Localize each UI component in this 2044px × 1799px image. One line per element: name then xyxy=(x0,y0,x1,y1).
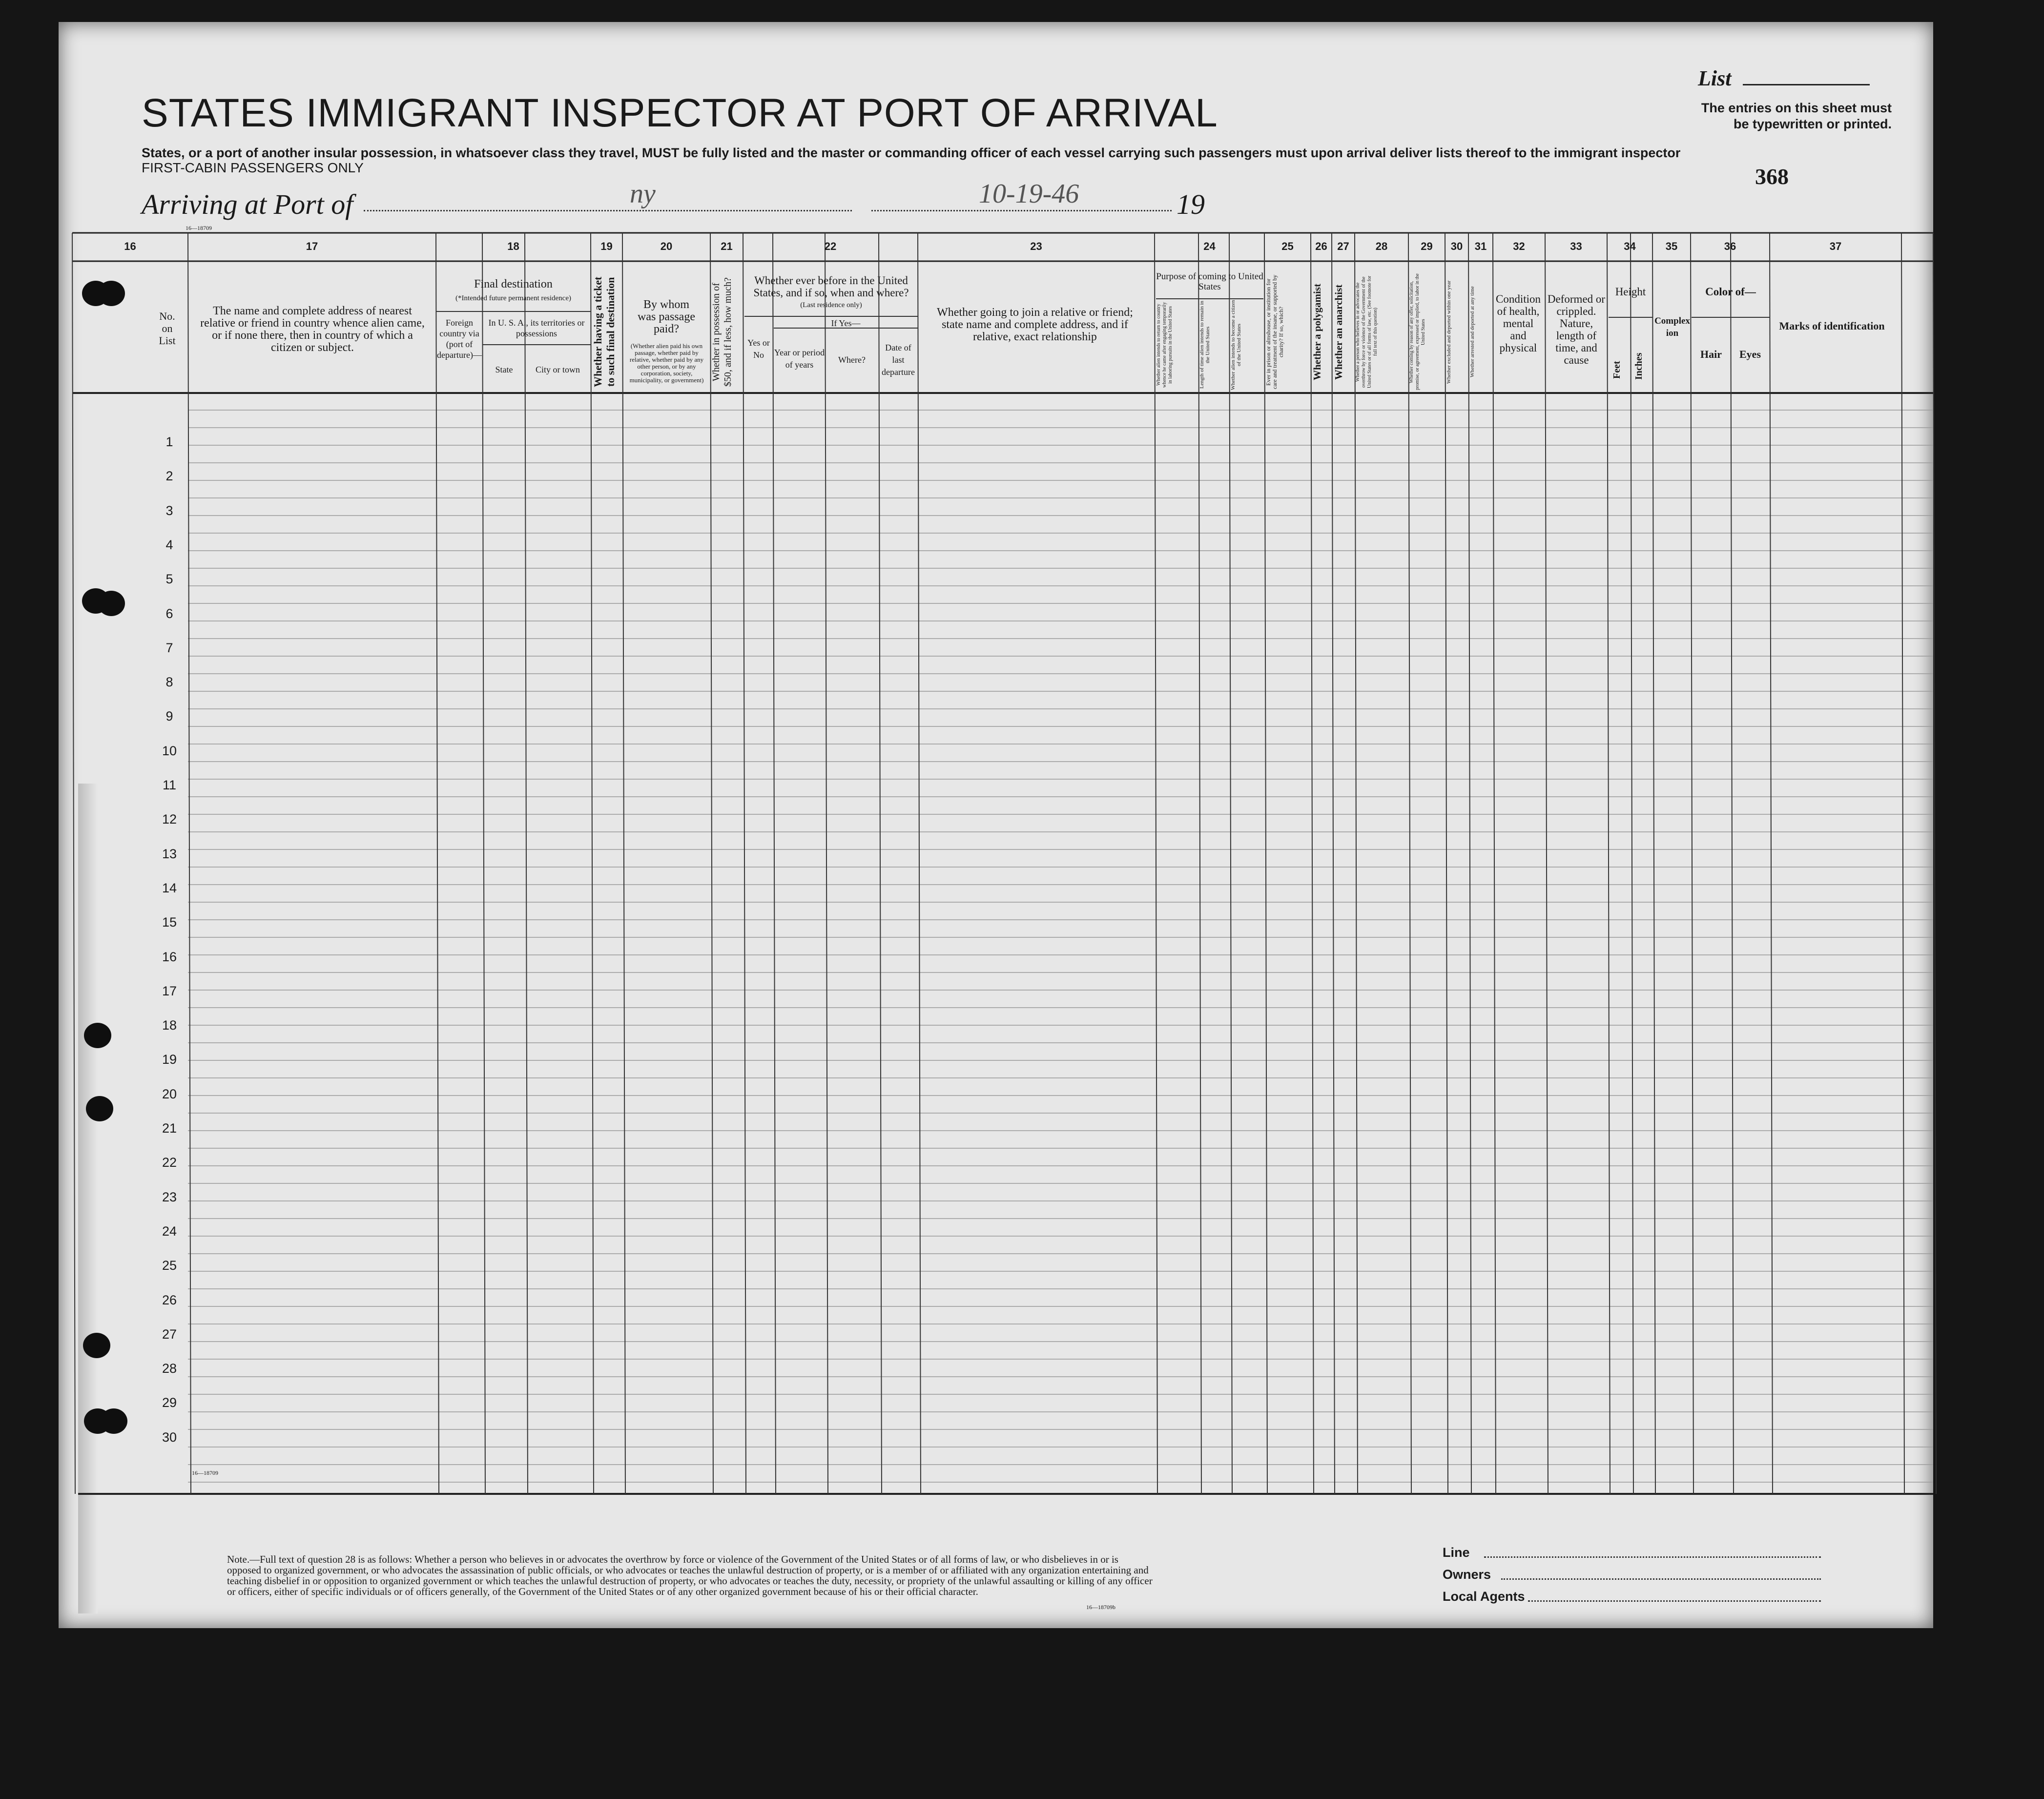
first-cabin-label: FIRST-CABIN PASSENGERS ONLY xyxy=(142,160,364,175)
col34-title: Height xyxy=(1615,286,1646,298)
form-code-bottom: 16—18709 xyxy=(192,1469,218,1476)
row-number: 6 xyxy=(165,606,173,621)
col22-year: Year or period of years xyxy=(774,348,825,370)
year-prefix: 19 xyxy=(1177,188,1205,220)
port-handwritten: ny xyxy=(630,179,656,209)
col24-a: Whether alien intends to return to country whence he came after engaging temporarily in laboring pursuits in the United States xyxy=(1156,302,1173,388)
date-handwritten: 10-19-46 xyxy=(979,179,1079,209)
col19-header: Whether having a ticket to such final destination xyxy=(592,276,617,388)
column-number: 27 xyxy=(1337,240,1349,252)
row-number: 15 xyxy=(162,915,177,930)
row-number: 8 xyxy=(165,675,173,690)
row-number: 7 xyxy=(165,640,173,655)
form-code-bottom-2: 16—18709b xyxy=(1086,1604,1115,1611)
column-number: 17 xyxy=(306,240,318,252)
row-number: 1 xyxy=(165,434,173,449)
col18-foreign: Foreign country via (port of departure)— xyxy=(437,318,482,360)
col17-header: The name and complete address of nearest relative or friend in country whence alien came, or if none there, then in country of which a citizen or subject. xyxy=(200,305,425,354)
col37-header: Marks of identification xyxy=(1779,320,1885,332)
row-number: 23 xyxy=(162,1189,177,1204)
col36-title: Color of— xyxy=(1705,286,1756,298)
column-number: 22 xyxy=(824,240,837,252)
col22-where: Where? xyxy=(838,355,866,365)
line-label: Line xyxy=(1443,1545,1470,1560)
col34-feet: Feet xyxy=(1611,361,1622,379)
column-number: 21 xyxy=(721,240,733,252)
row-number: 25 xyxy=(162,1258,177,1273)
col22-date: Date of last departure xyxy=(882,343,915,377)
col22-title: Whether ever before in the United States, and if so, when and where? xyxy=(753,274,909,299)
col22-yesno: Yes or No xyxy=(747,338,770,360)
col18-state: State xyxy=(495,365,513,374)
column-number: 36 xyxy=(1724,240,1736,252)
col21-header: Whether in possession of $50, and if less, how much? xyxy=(711,277,733,387)
row-number: 26 xyxy=(162,1292,177,1307)
owners-field[interactable] xyxy=(1501,1578,1821,1580)
row-number: 13 xyxy=(162,846,177,861)
column-number: 37 xyxy=(1829,240,1842,252)
list-label: List xyxy=(1698,66,1732,90)
column-number: 29 xyxy=(1421,240,1433,252)
col18-usa: In U. S. A., its territories or possessions xyxy=(488,318,585,338)
typewritten-note-2: be typewritten or printed. xyxy=(1733,117,1892,131)
col16-header: No. on List xyxy=(159,310,176,347)
page-title: STATES IMMIGRANT INSPECTOR AT PORT OF ARRIVAL xyxy=(142,91,1218,135)
row-number: 24 xyxy=(162,1223,177,1239)
column-number: 19 xyxy=(600,240,613,252)
row-number: 12 xyxy=(162,812,177,827)
column-number: 20 xyxy=(660,240,673,252)
column-number: 24 xyxy=(1203,240,1216,252)
col34-inches: Inches xyxy=(1633,352,1644,380)
form-code-top: 16—18709 xyxy=(186,225,212,231)
line-field[interactable] xyxy=(1484,1556,1821,1558)
row-number: 16 xyxy=(162,949,177,964)
col31-header: Whether arrested and deported at any time xyxy=(1469,286,1475,378)
column-number: 33 xyxy=(1570,240,1582,252)
col22-note: (Last residence only) xyxy=(800,301,862,309)
row-number: 2 xyxy=(165,469,173,484)
column-number: 34 xyxy=(1624,240,1636,252)
sheet-number: 368 xyxy=(1755,164,1789,189)
typewritten-note-1: The entries on this sheet must xyxy=(1701,101,1892,115)
row-number: 3 xyxy=(165,503,173,518)
column-number: 18 xyxy=(507,240,519,252)
subtitle: States, or a port of another insular possession, in whatsoever class they travel, MUST be fully listed and the master or commanding officer of each vessel carrying such passengers must upon arrival deliver lists thereof to the immigrant inspector xyxy=(142,145,1681,160)
row-number: 14 xyxy=(162,880,177,895)
row-number: 21 xyxy=(162,1121,177,1136)
row-number: 29 xyxy=(162,1395,177,1410)
col36-eyes: Eyes xyxy=(1739,348,1761,360)
col28-header: Whether a person who believes in or advocates the overthrow by force or violence of the Government of the United States or of all forms of law, etc. (See footnote for full text of this question) xyxy=(1355,275,1378,389)
column-number: 26 xyxy=(1315,240,1327,252)
col35-header: Complexion xyxy=(1654,316,1690,338)
col18-note: (*Intended future permanent residence) xyxy=(455,294,571,302)
agents-field[interactable] xyxy=(1528,1600,1821,1602)
column-number: 31 xyxy=(1474,240,1487,252)
column-number: 25 xyxy=(1281,240,1294,252)
row-number: 28 xyxy=(162,1361,177,1376)
col24-c: Whether alien intends to become a citizen of the United States xyxy=(1230,300,1242,390)
arriving-label: Arriving at Port of xyxy=(142,188,353,220)
row-number: 10 xyxy=(162,743,177,758)
row-number: 19 xyxy=(162,1052,177,1067)
row-number: 22 xyxy=(162,1155,177,1170)
row-number: 18 xyxy=(162,1018,177,1033)
row-number: 5 xyxy=(165,572,173,587)
row-number: 27 xyxy=(162,1326,177,1342)
col22-ifyes: If Yes— xyxy=(831,318,861,328)
row-number: 4 xyxy=(165,537,173,552)
column-number: 23 xyxy=(1030,240,1042,252)
col20-title: By whom was passage paid? xyxy=(638,298,695,335)
col36-hair: Hair xyxy=(1700,348,1722,360)
column-number: 28 xyxy=(1375,240,1388,252)
col18-city: City or town xyxy=(535,365,580,374)
column-number: 32 xyxy=(1513,240,1525,252)
owners-label: Owners xyxy=(1443,1567,1491,1582)
col30-header: Whether excluded and deported within one year xyxy=(1446,280,1452,384)
row-number: 9 xyxy=(165,709,173,724)
row-number: 11 xyxy=(162,778,177,792)
col26-header: Whether a polygamist xyxy=(1311,284,1323,380)
col24-title: Purpose of coming to United States xyxy=(1156,271,1263,292)
footnote-q28: Note.—Full text of question 28 is as follows: Whether a person who believes in or advocates the overthrow by force or violence of the Government of the United States or of all forms of law, or who disbelieves in or is opposed to organized government, or who advocates the assassination of public officials, or who advocates or teaches the unlawful destruction of property, or is a member of or affiliated with any organization entertaining and teaching disbelief in or opposition to organized government or which teaches the unlawful destruction of property, or who advocates or teaches the duty, necessity, or propriety of the unlawful assaulting or killing of any officer or officers, either of specific individuals or of officers generally, of the Government of the United States or of any other organized government because of his or their official character. xyxy=(227,1553,1153,1597)
agents-label: Local Agents xyxy=(1443,1589,1525,1604)
col29-header: Whether coming by reason of any offer, solicitation, promise, or agreement, expressed or implied, to labor in the United States xyxy=(1409,273,1426,391)
column-number: 30 xyxy=(1450,240,1463,252)
row-number: 20 xyxy=(162,1086,177,1101)
col33-header: Deformed or crippled. Nature, length of time, and cause xyxy=(1547,293,1606,366)
col32-header: Condition of health, mental and physical xyxy=(1495,293,1541,354)
col23-header: Whether going to join a relative or friend; state name and complete address, and if relative, exact relationship xyxy=(937,306,1133,343)
col18-title: Final destination xyxy=(474,278,553,290)
col24-b: Length of time alien intends to remain in the United States xyxy=(1199,301,1211,389)
col20-note: (Whether alien paid his own passage, whether paid by relative, whether paid by any other person, or by any corporation, society, municipality, or government) xyxy=(629,342,704,384)
row-number: 17 xyxy=(162,983,177,998)
column-number: 35 xyxy=(1665,240,1678,252)
col27-header: Whether an anarchist xyxy=(1333,284,1344,380)
col25-header: Ever in prison or almshouse, or institution for care and treatment of the insane, or supported by charity? If so, which? xyxy=(1265,274,1284,390)
column-number: 16 xyxy=(124,240,136,252)
row-number: 30 xyxy=(162,1429,177,1445)
